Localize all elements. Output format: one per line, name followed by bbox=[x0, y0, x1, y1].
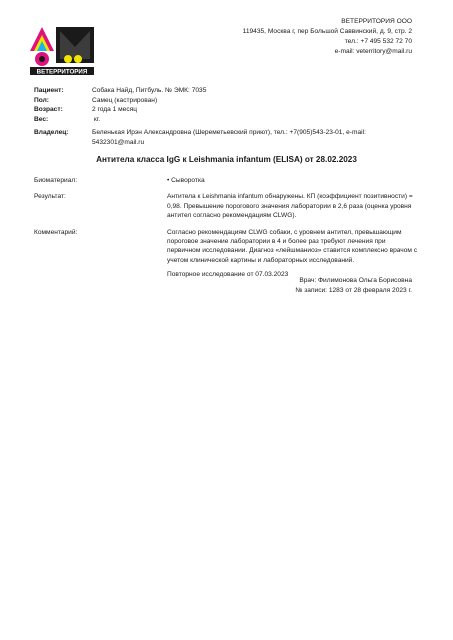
weight-value: кг. bbox=[92, 115, 101, 123]
result-value: Антитела к Leishmania infantum обнаружены. КП (коэффициент позитивности) = 0,98. Превышение порогового значения лаборатории в 2,6 раза (оценка уровня антител согласно рекомендациям CLWG). bbox=[167, 193, 413, 220]
organization-header bbox=[152, 17, 412, 57]
signature-block bbox=[152, 276, 412, 296]
result-row bbox=[34, 192, 419, 220]
logo-circle-inner bbox=[39, 56, 45, 62]
age-label: Возраст: bbox=[34, 106, 63, 113]
organization-name: ВЕТЕРРИТОРИЯ ООО bbox=[341, 18, 412, 25]
patient-row bbox=[34, 86, 419, 96]
sex-label: Пол: bbox=[34, 96, 49, 104]
repeat-test-note: Повторное исследование от 07.03.2023 bbox=[167, 271, 289, 279]
comment-text: Согласно рекомендациям CLWG собаки, с уровнем антител, превышающим пороговое значение лаборатории в 4 и более раз требуют лечения при первичном исследовании. Диагноз «лейшманиоз» ставится комплексно врачом с учетом клинической картины и лабораторных исследований. bbox=[167, 228, 418, 264]
sex-value: Самец (кастрирован) bbox=[92, 96, 158, 104]
logo-circle-yellow bbox=[64, 55, 72, 63]
biomaterial-value: • Сыворотка bbox=[167, 177, 205, 184]
comment-row bbox=[34, 228, 419, 280]
age-value: 2 года 1 месяц bbox=[92, 106, 137, 113]
comment-label: Комментарий: bbox=[34, 228, 78, 236]
organization-email: e-mail: veterritory@mail.ru bbox=[334, 48, 412, 55]
patient-value: Собака Найд, Питбуль. № ЭМК: 7035 bbox=[92, 87, 207, 94]
patient-info bbox=[34, 86, 419, 147]
company-logo bbox=[30, 27, 94, 75]
record-number: № записи: 1283 от 28 февраля 2023 г. bbox=[295, 287, 412, 294]
biomaterial-row bbox=[34, 176, 419, 185]
comment-value bbox=[167, 228, 419, 280]
patient-label: Пациент: bbox=[34, 87, 64, 94]
report-results bbox=[34, 176, 419, 287]
age-row bbox=[34, 105, 419, 115]
biomaterial-label: Биоматериал: bbox=[34, 177, 78, 184]
report-title: Антитела класса IgG к Leishmania infantum (ELISA) от 28.02.2023 bbox=[96, 155, 357, 164]
weight-row bbox=[34, 115, 419, 125]
owner-label: Владелец: bbox=[34, 129, 69, 136]
logo-circle-yellow-2 bbox=[74, 55, 82, 63]
logo-wordmark: ВЕТЕРРИТОРИЯ bbox=[36, 68, 88, 75]
owner-value: Беленькая Ирэн Александровна (Шереметьевский приют), тел.: +7(905)543-23-01, e-mail: 5432301@mail.ru bbox=[92, 129, 366, 146]
organization-address: 119435, Москва г, пер Большой Саввинский, д. 9, стр. 2 bbox=[242, 28, 412, 35]
weight-label: Вес: bbox=[34, 115, 49, 123]
owner-row bbox=[34, 128, 419, 147]
organization-phone: тел.: +7 495 532 72 70 bbox=[344, 38, 412, 45]
result-label: Результат: bbox=[34, 193, 66, 201]
sex-row bbox=[34, 96, 419, 106]
doctor-name: Врач: Филимонова Ольга Борисовна bbox=[299, 277, 412, 284]
